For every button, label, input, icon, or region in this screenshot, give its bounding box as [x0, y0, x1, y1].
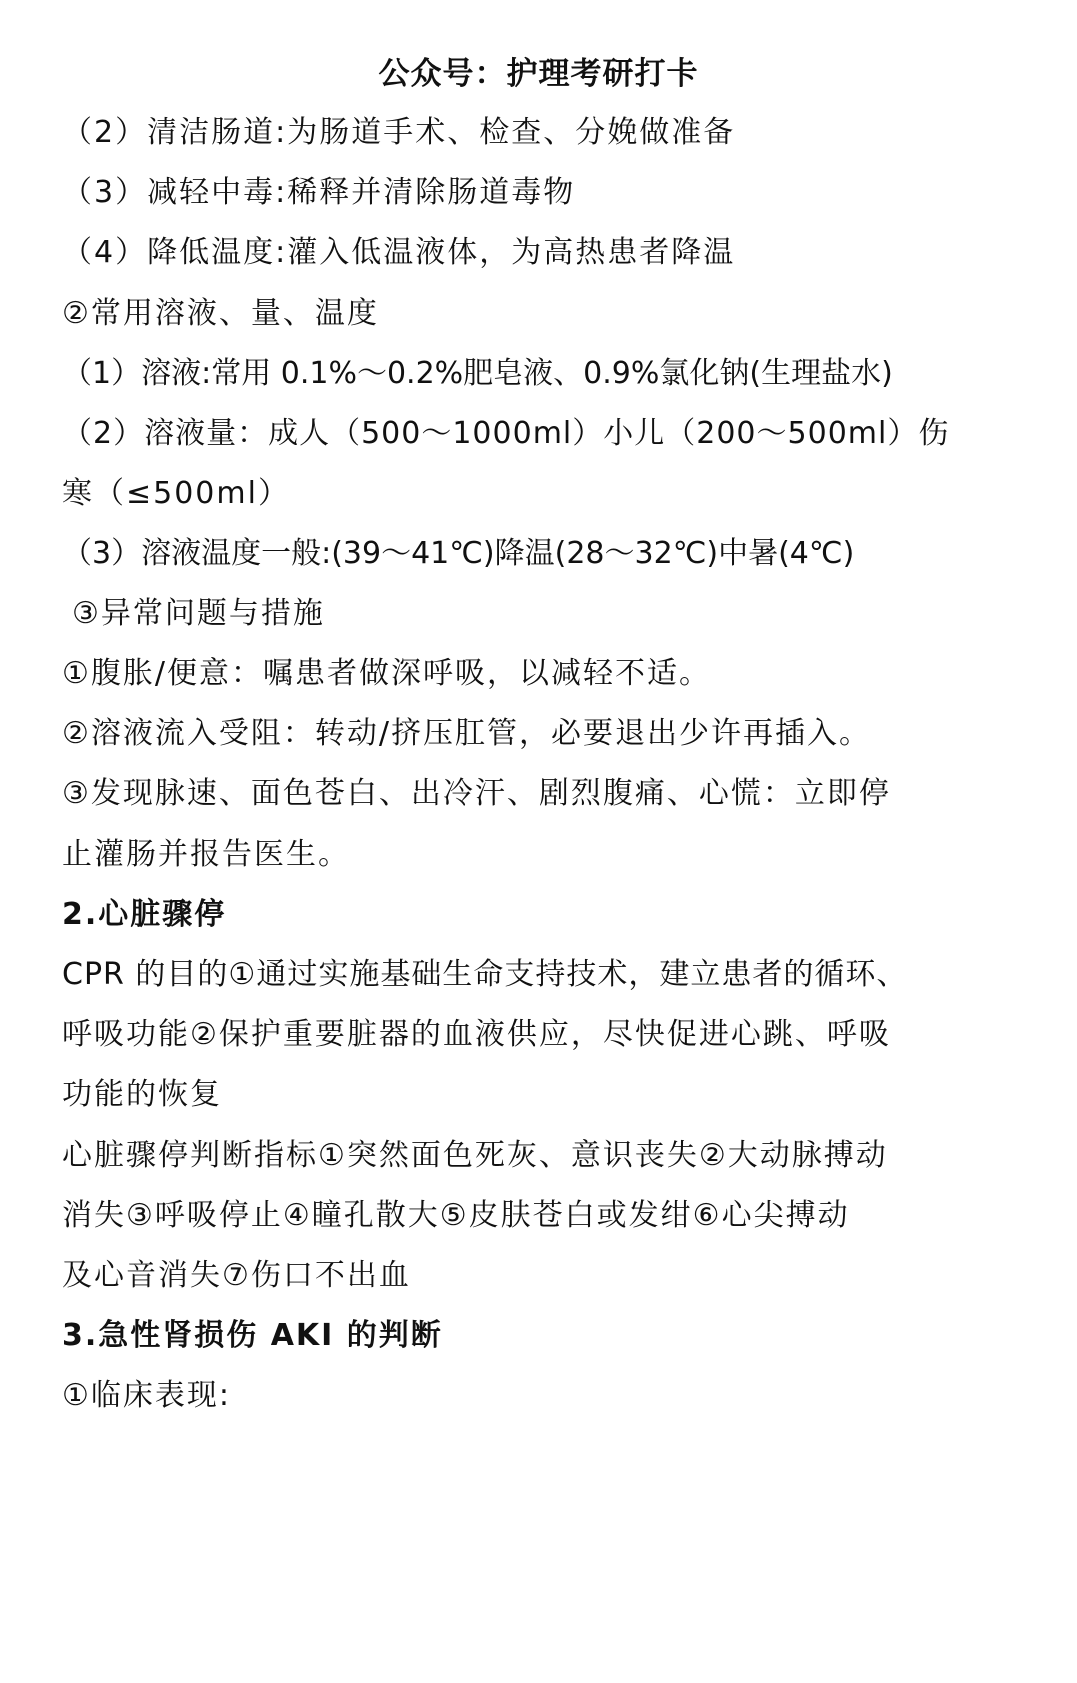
text-line-17: 功能的恢复 [62, 1077, 222, 1112]
text-line-16: 呼吸功能②保护重要脏器的血液供应，尽快促进心跳、呼吸 [62, 1017, 891, 1052]
text-line-12: ③发现脉速、面色苍白、出冷汗、剧烈腹痛、心慌：立即停 [62, 776, 891, 811]
text-line-11: ②溶液流入受阻：转动/挤压肛管，必要退出少许再插入。 [62, 716, 872, 751]
text-line-10: ①腹胀/便意：嘱患者做深呼吸，以减轻不适。 [62, 656, 712, 691]
text-line-20: 及心音消失⑦伤口不出血 [62, 1258, 411, 1293]
text-line-4: ②常用溶液、量、温度 [62, 296, 379, 331]
text-line-18: 心脏骤停判断指标①突然面色死灰、意识丧失②大动脉搏动 [62, 1138, 888, 1173]
text-line-5: （1）溶液:常用 0.1%～0.2%肥皂液、0.9%氯化钠(生理盐水) [62, 356, 893, 391]
text-line-3: （4）降低温度:灌入低温液体，为高热患者降温 [62, 235, 736, 270]
text-line-1: （2）清洁肠道:为肠道手术、检查、分娩做准备 [62, 115, 736, 150]
section-heading-aki: 3.急性肾损伤 AKI 的判断 [62, 1318, 443, 1353]
text-line-19: 消失③呼吸停止④瞳孔散大⑤皮肤苍白或发绀⑥心尖搏动 [62, 1198, 850, 1233]
text-line-15: CPR 的目的①通过实施基础生命支持技术，建立患者的循环、 [62, 957, 908, 992]
text-line-6: （2）溶液量：成人（500～1000ml）小儿（200～500ml）伤 [62, 416, 950, 451]
text-line-13: 止灌肠并报告医生。 [62, 837, 350, 872]
text-line-2: （3）减轻中毒:稀释并清除肠道毒物 [62, 175, 576, 210]
section-heading-abnormal: ③异常问题与措施 [72, 596, 325, 631]
section-heading-cardiac-arrest: 2.心脏骤停 [62, 897, 227, 932]
text-line-7: 寒（≤500ml） [62, 476, 290, 511]
text-line-8: （3）溶液温度一般:(39～41℃)降温(28～32℃)中暑(4℃) [62, 536, 855, 571]
page-title: 公众号：护理考研打卡 [378, 56, 699, 92]
text-line-22: ①临床表现: [62, 1378, 232, 1413]
